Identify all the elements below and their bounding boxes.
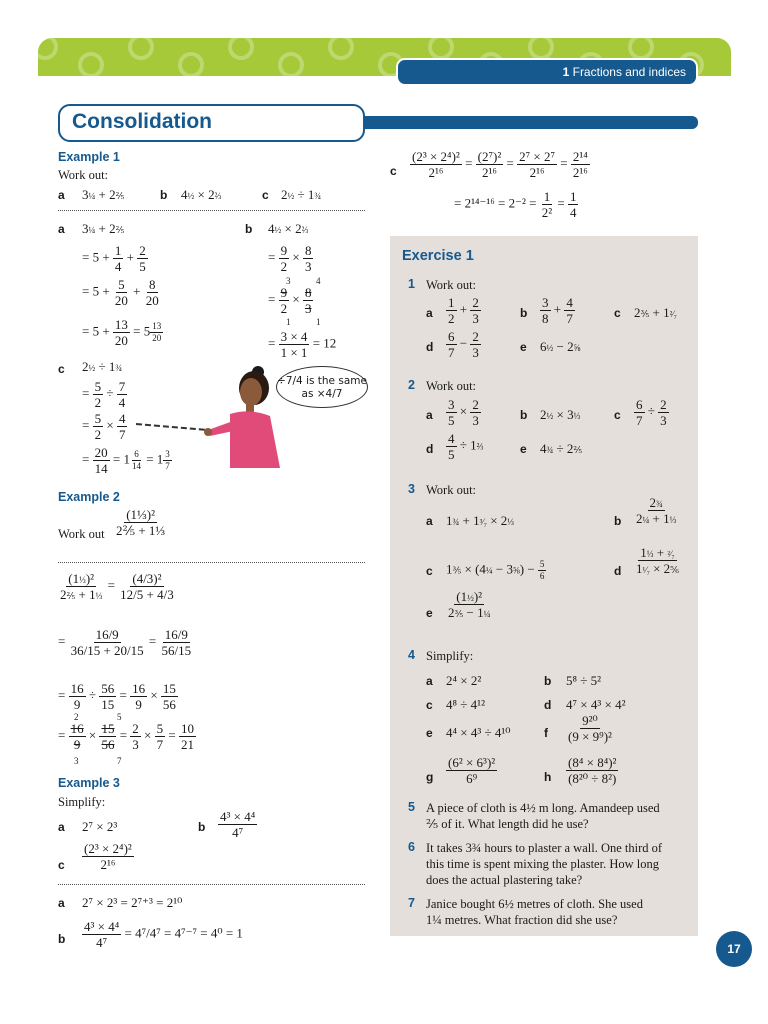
ex3-ans-c2: = 2¹⁴⁻¹⁶ = 2⁻² = $\frac{1}{\text{2²}}$ = $\frac{1}{4}$ xyxy=(454,189,577,220)
ex1-b-line3: = $\frac{9}{2}$ × $\frac{8}{3}$ xyxy=(268,285,312,316)
divider xyxy=(58,210,365,211)
question-number: 1 xyxy=(408,277,415,291)
label-c: c xyxy=(426,698,433,712)
example1-title: Example 1 xyxy=(58,150,120,164)
ex1-q-a: 3¼ + 2⅖ xyxy=(82,187,125,202)
label-d: d xyxy=(544,698,552,712)
ex1-b-line2: = $\frac{9}{2}$ × $\frac{8}{3}$ xyxy=(268,243,312,274)
ex1-a-line4: = 5 + $\frac{13}{20}$ = 5 $\frac{13}{20}$ xyxy=(82,317,162,348)
ex1-c-mixed1: 1 xyxy=(123,451,130,467)
label-a: a xyxy=(426,674,433,688)
question-number: 3 xyxy=(408,482,415,496)
ex2-line2: = $\frac{16/9}{36/15 + 20/15}$ = $\frac{16/9}{56/15}$ xyxy=(58,627,192,658)
label-b: b xyxy=(198,820,206,834)
q1-prompt: Work out: xyxy=(426,278,477,292)
q4-c: 4⁸ ÷ 4¹² xyxy=(446,697,485,712)
question-number: 7 xyxy=(408,896,415,910)
divider xyxy=(58,884,365,885)
q3-e: $\frac{\text{(1½)²}}{\text{2⅗ − 1¼}}$ xyxy=(448,589,491,620)
q4-prompt: Simplify: xyxy=(426,649,474,663)
question-number: 2 xyxy=(408,378,415,392)
q4-e: 4⁴ × 4³ ÷ 4¹⁰ xyxy=(446,725,511,740)
label-c: c xyxy=(58,362,65,376)
q2-c: $\frac{6}{7}$ ÷ $\frac{2}{3}$ xyxy=(636,397,667,428)
label-b: b xyxy=(58,932,66,946)
example2-prompt: Work out xyxy=(58,527,105,541)
label-e: e xyxy=(520,340,527,354)
cancel-mark: 1 xyxy=(316,317,321,327)
q2-prompt: Work out: xyxy=(426,379,477,393)
label-a: a xyxy=(426,514,433,528)
ex1-c-line1: 2½ ÷ 1¾ xyxy=(82,359,123,374)
q4-b: 5⁸ ÷ 5² xyxy=(566,673,602,688)
q7-line2: 1¼ metres. What fraction did she use? xyxy=(426,913,618,927)
label-e: e xyxy=(426,606,433,620)
ex1-b-line4: = $\frac{3 \times 4}{1 \times 1}$ = 12 xyxy=(268,329,337,360)
ex2-line1: $\frac{\text{(1⅓)²}}{\text{2⅖ + 1⅓}}$ = $\frac{\text{(4/3)²}}{12/5 + 4/3}$ xyxy=(60,571,174,602)
q3-d: $\frac{\text{1⅓ + ²⁄₇}}{\text{1¹⁄₇ × 2⅚}}$ xyxy=(636,545,679,576)
divider xyxy=(58,562,365,563)
label-b: b xyxy=(544,674,552,688)
label-b: b xyxy=(245,222,253,236)
q7-line1: Janice bought 6½ metres of cloth. She used xyxy=(426,897,643,911)
ex1-a-line1: 3¼ + 2⅖ xyxy=(82,221,125,236)
ex1-c-line2: = $\frac{5}{2}$ ÷ $\frac{7}{4}$ xyxy=(82,379,126,410)
q5-line2: ⅖ of it. What length did he use? xyxy=(426,817,589,831)
cancel-mark: 4 xyxy=(316,276,321,286)
label-c: c xyxy=(262,188,269,202)
page-number: 17 xyxy=(716,931,752,967)
q1-e: 6½ − 2⅝ xyxy=(540,339,581,354)
q4-f: $\frac{\text{9²⁰}}{\text{(9 × 9⁹)²}}$ xyxy=(568,713,612,744)
label-d: d xyxy=(426,340,434,354)
q6-line1: It takes 3¾ hours to plaster a wall. One third of xyxy=(426,841,663,855)
q4-g: $\frac{\text{(6² × 6³)²}}{\text{6⁹}}$ xyxy=(448,755,496,786)
label-a: a xyxy=(426,306,433,320)
q4-d: 4⁷ × 4³ × 4² xyxy=(566,697,626,712)
q3-prompt: Work out: xyxy=(426,483,477,497)
ex3-q-a: 2⁷ × 2³ xyxy=(82,819,118,834)
q6-line2: this time is spent mixing the plaster. How long xyxy=(426,857,659,871)
ex2-line4: = $\frac{16}{9}$ × $\frac{15}{56}$ = $\frac{2}{3}$ × $\frac{5}{7}$ = $\frac{10}{21}$ xyxy=(58,721,194,752)
ex1-b-result: 12 xyxy=(323,335,337,351)
q2-b: 2½ × 3⅓ xyxy=(540,407,581,422)
cancel-mark: 1 xyxy=(286,317,291,327)
ex1-c-line3: = $\frac{5}{2}$ × $\frac{4}{7}$ xyxy=(82,411,126,442)
example2-title: Example 2 xyxy=(58,490,120,504)
example3-title: Example 3 xyxy=(58,776,120,790)
q2-e: 4¾ ÷ 2⅖ xyxy=(540,441,583,456)
ex3-q-b: $\frac{\text{4³ × 4⁴}}{\text{4⁷}}$ xyxy=(220,809,256,840)
q3-a: 1¾ + 1³⁄₇ × 2⅓ xyxy=(446,513,515,528)
q3-b: $\frac{\text{2¾}}{\text{2¼ + 1⅓}}$ xyxy=(636,495,677,526)
ex1-q-b: 4½ × 2⅔ xyxy=(181,187,222,202)
ex3-ans-a: 2⁷ × 2³ = 2⁷⁺³ = 2¹⁰ xyxy=(82,895,183,910)
q2-a: $\frac{3}{5}$ × $\frac{2}{3}$ xyxy=(448,397,479,428)
speech-bubble: ÷7/4 is the same as ×4/7 xyxy=(276,366,368,408)
label-c: c xyxy=(390,164,397,178)
label-a: a xyxy=(58,188,65,202)
cancel-mark: 3 xyxy=(74,756,79,766)
ex1-c-mixed2: 1 xyxy=(156,451,164,467)
section-title: Consolidation xyxy=(58,104,365,142)
cancel-mark: 3 xyxy=(286,276,291,286)
q1-b: $\frac{3}{8}$ + $\frac{4}{7}$ xyxy=(542,295,573,326)
ex1-q-c: 2½ ÷ 1¾ xyxy=(281,187,322,202)
label-c: c xyxy=(614,306,621,320)
label-a: a xyxy=(58,896,65,910)
ex1-a-line2: = 5 + $\frac{1}{4}$ + $\frac{2}{5}$ xyxy=(82,243,146,274)
ex2-expression: $\frac{\text{(1⅓)²}}{\text{2⅖ + 1⅓}}$ xyxy=(116,507,166,538)
title-rule xyxy=(360,116,698,129)
question-number: 6 xyxy=(408,840,415,854)
label-e: e xyxy=(426,726,433,740)
ex1-a-mixed-whole: 5 xyxy=(143,323,151,339)
q1-a: $\frac{1}{2}$ + $\frac{2}{3}$ xyxy=(448,295,479,326)
q1-c: 2⅗ + 1²⁄₇ xyxy=(634,305,677,320)
cancel-mark: 2 xyxy=(74,712,79,722)
question-number: 5 xyxy=(408,800,415,814)
example1-prompt: Work out: xyxy=(58,168,109,182)
ex1-b-line1: 4½ × 2⅔ xyxy=(268,221,309,236)
label-c: c xyxy=(426,564,433,578)
example3-prompt: Simplify: xyxy=(58,795,106,809)
label-c: c xyxy=(614,408,621,422)
label-b: b xyxy=(520,408,528,422)
label-c: c xyxy=(58,858,65,872)
q2-d: $\frac{4}{5}$ ÷ 1⅔ xyxy=(448,431,484,462)
exercise-title: Exercise 1 xyxy=(402,248,474,264)
q6-line3: does the actual plastering take? xyxy=(426,873,583,887)
ex2-line3: = $\frac{16}{9}$ ÷ $\frac{56}{15}$ = $\frac{16}{9}$ × $\frac{15}{56}$ xyxy=(58,681,176,712)
cancel-mark: 5 xyxy=(117,712,122,722)
label-a: a xyxy=(426,408,433,422)
ex3-ans-c1: $\frac{\text{(2³ × 2⁴)²}}{\text{2¹⁶}}$ = $\frac{\text{(2⁷)²}}{\text{2¹⁶}}$ = $\frac{\text{2⁷ × 2⁷}}{\text{2¹⁶}}$ = $\frac{\text{2¹⁴}}{\text{2¹⁶}}$ xyxy=(412,149,588,180)
ex1-a-line3: = 5 + $\frac{5}{20}$ + $\frac{8}{20}$ xyxy=(82,277,159,308)
cancel-mark: 7 xyxy=(117,756,122,766)
q1-d: $\frac{6}{7}$ − $\frac{2}{3}$ xyxy=(448,329,479,360)
label-b: b xyxy=(520,306,528,320)
chapter-header xyxy=(396,58,698,86)
ex3-ans-b: $\frac{\text{4³ × 4⁴}}{\text{4⁷}}$ = 4⁷/4⁷ = 4⁷⁻⁷ = 4⁰ = 1 xyxy=(84,919,243,950)
label-h: h xyxy=(544,770,552,784)
label-a: a xyxy=(58,222,65,236)
label-e: e xyxy=(520,442,527,456)
label-f: f xyxy=(544,726,548,740)
chapter-number: 1 xyxy=(562,65,570,79)
q4-a: 2⁴ × 2² xyxy=(446,673,482,688)
q4-h: $\frac{\text{(8⁴ × 8⁴)²}}{\text{(8²⁰ ÷ 8²)}}$ xyxy=(568,755,617,786)
q3-c: 1⅗ × (4¼ − 3⅝) − $\frac{5}{6}$ xyxy=(446,559,545,581)
label-d: d xyxy=(614,564,622,578)
question-number: 4 xyxy=(408,648,415,662)
q5-line1: A piece of cloth is 4½ m long. Amandeep used xyxy=(426,801,660,815)
label-b: b xyxy=(614,514,622,528)
label-d: d xyxy=(426,442,434,456)
label-g: g xyxy=(426,770,434,784)
teacher-illustration xyxy=(134,362,290,472)
label-b: b xyxy=(160,188,168,202)
ex3-q-c: $\frac{\text{(2³ × 2⁴)²}}{\text{2¹⁶}}$ xyxy=(84,841,132,872)
ex1-c-line4: = $\frac{20}{14}$ = 1 $\frac{6}{14}$ = 1 $\frac{3}{7}$ xyxy=(82,445,170,476)
chapter-title: Fractions and indices xyxy=(572,65,686,79)
label-a: a xyxy=(58,820,65,834)
